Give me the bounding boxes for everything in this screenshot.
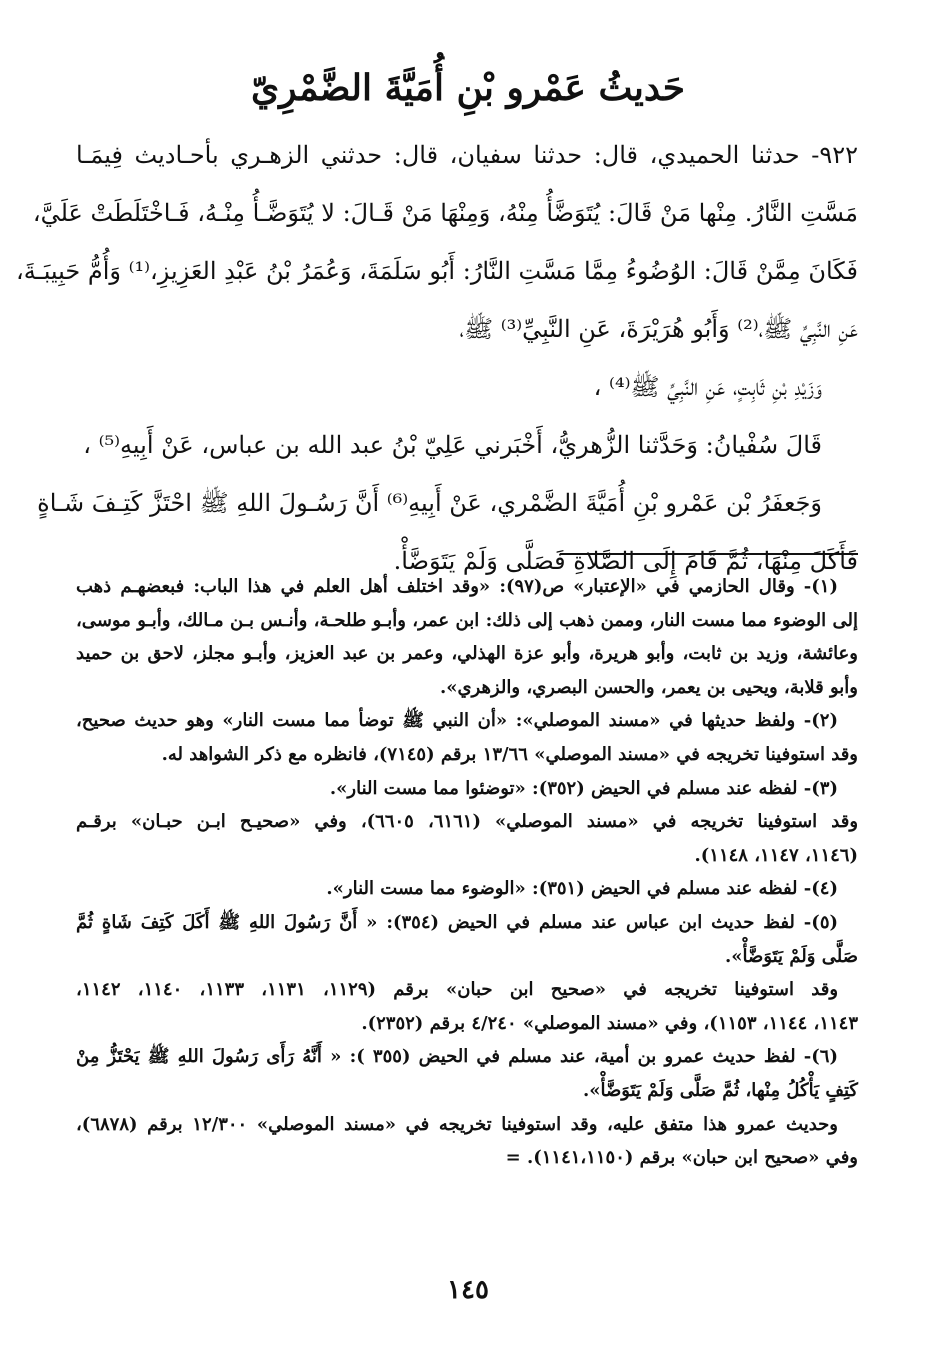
main-line: مَسَّتِ النَّارُ. مِنْها مَنْ قَالَ: يُتَوَضَّأُ مِنْهُ، وَمِنْهَا مَنْ قَـالَ: لا يُتَوَضَّـأُ مِنْـهُ، فَـاخْتَلَطَتْ عَلَيَّ، <box>32 199 858 227</box>
footnote-line: (١١٤٦، ١١٤٧، ١١٤٨). <box>694 844 858 866</box>
main-line: فَأَكَلَ مِنْهَا، ثُمَّ قَامَ إِلَى الصَّلاةِ فَصَلَّى وَلَمْ يَتَوَضَّأْ. <box>393 547 858 575</box>
footnote-line: (٤)- لفظه عند مسلم في الحيض (٣٥١): «الوضوء مما مست النار». <box>326 878 838 900</box>
footnote-line: وحديث عمرو هذا متفق عليه، وقد استوفينا تخريجه في «مسند الموصلي» ١٢/٣٠٠ برقم (٦٨٧٨)، <box>76 1113 838 1135</box>
main-line: فَكَانَ مِمَّنْ قَالَ: الوُضُوءُ مِمَّا مَسَّتِ النَّارُ: أَبُو سَلَمَةَ، وَعُمَرُ بْنُ عَبْدِ العَزِيزِ،⁽¹⁾ وَأُمُّ حَبِيبَـةَ، <box>16 257 858 285</box>
main-line: وَجَعفَرُ بْن عَمْرو بْنِ أُمَيَّةَ الضَّمْري، عَنْ أَبِيهِ⁽⁶⁾ أَنَّ رَسُـولَ اللهِ ﷺ احْتَزَّ كَتِـفَ شَـاةٍ <box>37 489 822 517</box>
footnote-line: وعائشة، وزيد بن ثابت، وأبو هريرة، وأبو عزة الهذلي، وعمر بن عبد العزيز، وأبـو مجلز، لاحق بن حميد <box>76 643 858 665</box>
footnote-line: (١)- وقال الحازمي في «الإعتبار» ص(٩٧): «وقد اختلف أهل العلم في هذا الباب: فبعضهـم ذهب <box>76 576 838 597</box>
footnote-line: كَتِفٍ يَأْكُلُ مِنْها، ثُمَّ صَلَّى وَلَمْ يَتَوَضَّأْ». <box>582 1079 858 1101</box>
footnote-line: إلى الوضوء مما مست النار، وممن ذهب إلى ذلك: ابن عمر، وأبـو طلحـة، وأنـس بـن مـالك، وأبـو موسى، <box>76 609 858 631</box>
page-title: حَديثُ عَمْرو بْنِ أُمَيَّةَ الضَّمْرِيّ <box>250 67 686 109</box>
page-number: ١٤٥ <box>447 1275 489 1305</box>
main-line: وَزَيْدِ بْنِ ثَابِتٍ، عَنِ النَّبِيِّ ﷺ⁽⁴⁾ ، <box>593 373 822 401</box>
footnote-separator <box>560 553 858 555</box>
footnote-line: (٣)- لفظه عند مسلم في الحيض (٣٥٢): «توضئوا مما مست النار». <box>329 777 838 799</box>
footnote-line: ١١٤٣، ١١٤٤، ١١٥٣)، وفي «مسند الموصلي» ٤/٢٤٠ برقم (٢٣٥٢). <box>361 1012 858 1034</box>
main-line: قَالَ سُفْيانُ: وَحَدَّثنا الزُّهريُّ، أَخْبَرني عَلِيّ بْنُ عبد الله بن عباس، عَنْ أَبِيهِ⁽⁵⁾ ، <box>83 431 822 459</box>
footnote-line: (٦)- لفظ حديث عمرو بن أمية، عند مسلم في الحيض (٣٥٥ ): « أَنَّهُ رَأَى رَسُولَ اللهِ ﷺ يَحْتَزُّ مِنْ <box>76 1046 838 1068</box>
footnote-line: (٢)- ولفظ حديثها في «مسند الموصلي»: «أن النبي ﷺ توضأ مما مست النار» وهو حديث صحيح، <box>76 710 838 732</box>
footnotes <box>76 570 858 1175</box>
footnote-line: وفي «صحيح ابن حبان» برقم (١١٤١،١١٥٠). = <box>505 1147 858 1169</box>
main-line: عَنِ النَّبِيِّ ﷺ،⁽²⁾ وَأَبُو هُرَيْرَةَ، عَنِ النَّبِيِّ⁽³⁾ ﷺ، <box>459 315 858 343</box>
footnote-line: وقد استوفينا تخريجه في «صحيح ابن حبان» برقم (١١٢٩، ١١٣١، ١١٣٣، ١١٤٠، ١١٤٢، <box>76 979 839 1001</box>
main-line: ٩٢٢- حدثنا الحميدي، قال: حدثنا سفيان، قال: حدثني الزهـري بأحـاديث فِيمَـا <box>76 141 858 169</box>
footnote-line: وقد استوفينا تخريجه في «مسند الموصلي» ١٣/٦٦ برقم (٧١٤٥)، فانظره مع ذكر الشواهد له. <box>161 743 858 765</box>
footnote-line: صَلَّى وَلَمْ يَتَوَضَّأْ». <box>725 945 858 967</box>
footnote-line: (٥)- لفظ حديث ابن عباس عند مسلم في الحيض (٣٥٤): « أَنَّ رَسُولَ اللهِ ﷺ أَكَلَ كَتِفَ شَاةٍ ثُمَّ <box>76 911 839 933</box>
footnote-line: وقد استوفينا تخريجه في «مسند الموصلي» (٦١٦١، ٦٦٠٥)، وفي «صحيـح ابـن حبـان» برقـم <box>76 811 859 833</box>
footnote-line: وأبو قلابة، ويحيى بن يعمر، والحسن البصري، والزهري». <box>439 676 858 698</box>
main-text <box>16 126 858 590</box>
